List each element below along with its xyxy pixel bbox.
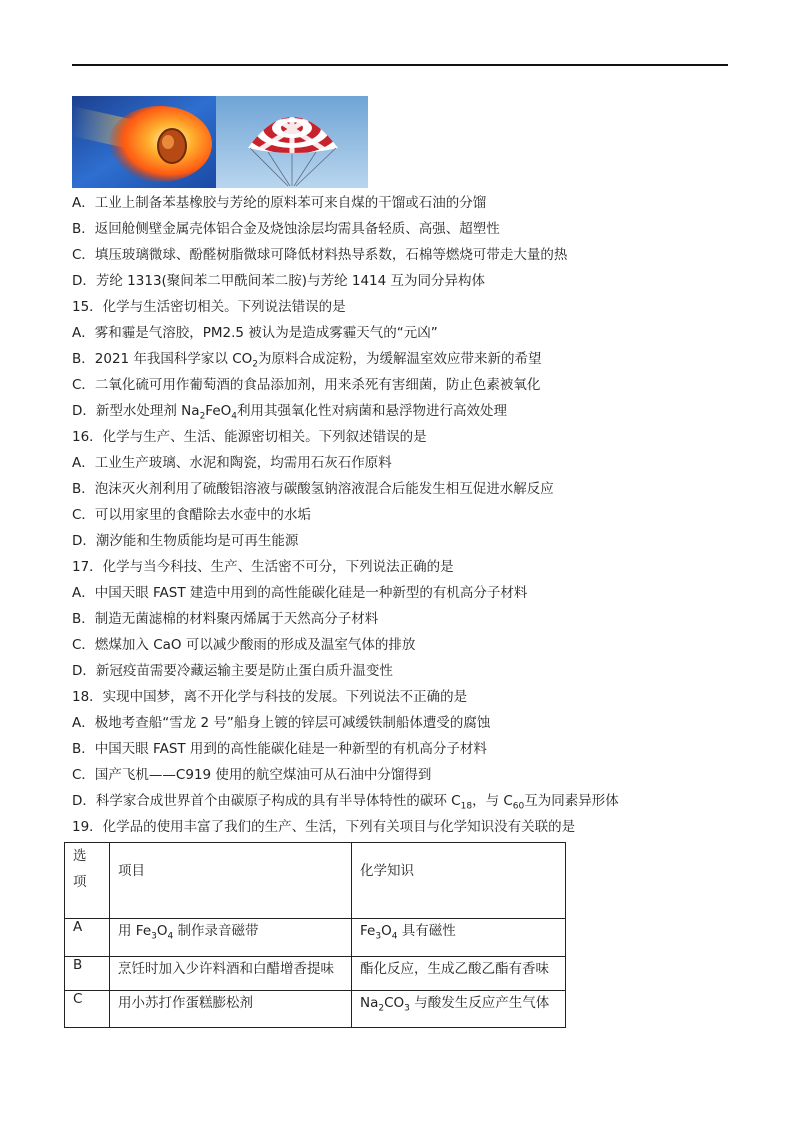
row-c-knowledge: $Na_2CO_3$ 与酸发生反应产生气体 [352, 991, 566, 1028]
q15-stem: 15．化学与生活密切相关。下列说法错误的是 [72, 299, 346, 315]
q15-option-c: C．二氧化硫可用作葡萄酒的食品添加剂，用来杀死有害细菌，防止色素被氧化 [72, 377, 541, 393]
row-a-knowledge: $Fe_3O_4$ 具有磁性 [352, 919, 566, 957]
row-b-knowledge: 酯化反应，生成乙酸乙酯有香味 [352, 957, 566, 991]
q17-option-a: A．中国天眼 FAST 建造中用到的高性能碳化硅是一种新型的有机高分子材料 [72, 585, 528, 601]
q18-option-b: B．中国天眼 FAST 用到的高性能碳化硅是一种新型的有机高分子材料 [72, 741, 487, 757]
q17-option-b: B．制造无菌滤棉的材料聚丙烯属于天然高分子材料 [72, 611, 379, 627]
figure-strip [72, 96, 368, 188]
q14-option-c: C．填压玻璃微球、酚醛树脂微球可降低材料热导系数，石棉等燃烧可带走大量的热 [72, 247, 568, 263]
row-a-project: 用 $Fe_3O_4$ 制作录音磁带 [110, 919, 352, 957]
parachute-image [216, 96, 368, 188]
table-row [65, 991, 566, 1028]
q18-stem: 18．实现中国梦，离不开化学与科技的发展。下列说法不正确的是 [72, 689, 468, 705]
q18-option-a: A．极地考查船“雪龙 2 号”船身上镀的锌层可减缓铁制船体遭受的腐蚀 [72, 715, 491, 731]
q14-option-d: D．芳纶 1313(聚间苯二甲酰间苯二胺)与芳纶 1414 互为同分异构体 [72, 273, 486, 289]
header-rule [72, 64, 728, 66]
q16-option-b: B．泡沫灭火剂利用了硫酸铝溶液与碳酸氢钠溶液混合后能发生相互促进水解反应 [72, 481, 554, 497]
q16-option-a: A．工业生产玻璃、水泥和陶瓷，均需用石灰石作原料 [72, 455, 392, 471]
q17-stem: 17．化学与当今科技、生产、生活密不可分，下列说法正确的是 [72, 559, 454, 575]
row-b-option: B [65, 957, 110, 991]
row-b-project: 烹饪时加入少许料酒和白醋增香提味 [110, 957, 352, 991]
q16-option-c: C．可以用家里的食醋除去水壶中的水垢 [72, 507, 311, 523]
q17-option-c: C．燃煤加入 CaO 可以减少酸雨的形成及温室气体的排放 [72, 637, 416, 653]
header-knowledge: 化学知识 [352, 843, 566, 919]
q15-option-a: A．雾和霾是气溶胶，PM2.5 被认为是造成雾霾天气的“元凶” [72, 325, 438, 341]
row-a-option: A [65, 919, 110, 957]
q19-table [64, 842, 566, 1028]
q16-option-d: D．潮汐能和生物质能均是可再生能源 [72, 533, 299, 549]
table-header-row [65, 843, 566, 919]
q15-option-d: D．新型水处理剂 $Na_2FeO_4$利用其强氧化性对病菌和悬浮物进行高效处理 [72, 403, 507, 422]
q14-option-a: A．工业上制备苯基橡胶与芳纶的原料苯可来自煤的干馏或石油的分馏 [72, 195, 487, 211]
q14-option-b: B．返回舱侧壁金属壳体铝合金及烧蚀涂层均需具备轻质、高强、超塑性 [72, 221, 500, 237]
q18-option-c: C．国产飞机——C919 使用的航空煤油可从石油中分馏得到 [72, 767, 432, 783]
q18-option-d: D．科学家合成世界首个由碳原子构成的具有半导体特性的碳环 $C_{18}$，与 $C_{60}$互为同素异形体 [72, 793, 619, 812]
q19-stem: 19．化学品的使用丰富了我们的生产、生活，下列有关项目与化学知识没有关联的是 [72, 819, 576, 835]
header-option: 选项 [65, 843, 110, 919]
reentry-fireball-image [72, 96, 216, 188]
row-c-project: 用小苏打作蛋糕膨松剂 [110, 991, 352, 1028]
q15-option-b: B．2021 年我国科学家以 $CO_2$为原料合成淀粉，为缓解温室效应带来新的希望 [72, 351, 542, 370]
table-row [65, 957, 566, 991]
question-block [72, 190, 732, 840]
table-row [65, 919, 566, 957]
q17-option-d: D．新冠疫苗需要冷藏运输主要是防止蛋白质升温变性 [72, 663, 393, 679]
header-project: 项目 [110, 843, 352, 919]
row-c-option: C [65, 991, 110, 1028]
q16-stem: 16．化学与生产、生活、能源密切相关。下列叙述错误的是 [72, 429, 427, 445]
